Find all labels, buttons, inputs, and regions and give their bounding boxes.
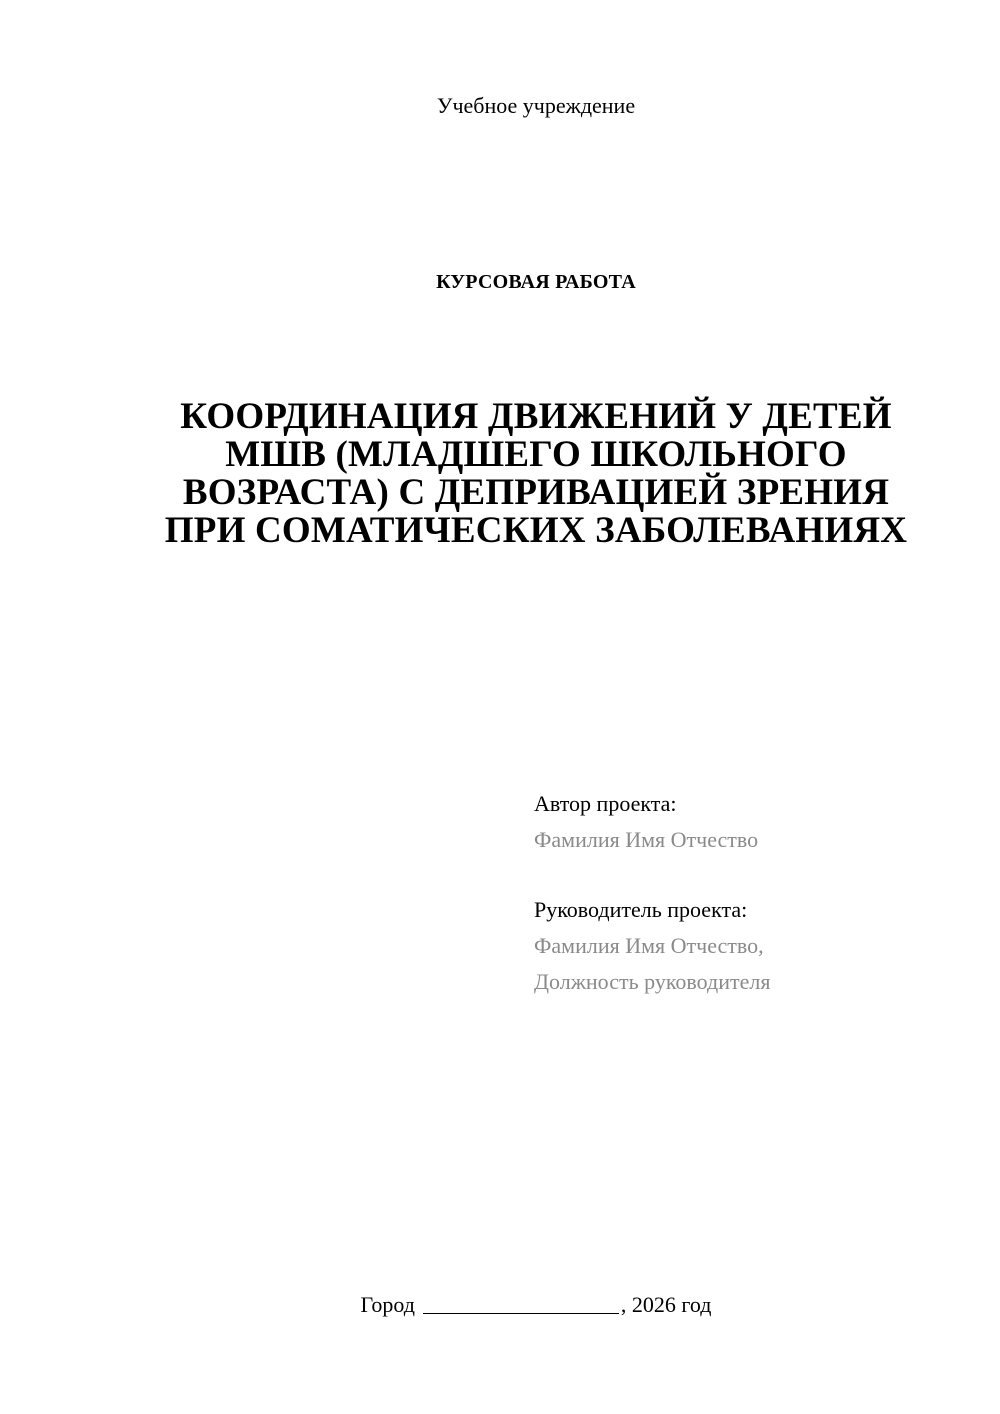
author-label: Автор проекта: <box>534 791 677 816</box>
supervisor-position: Должность руководителя <box>534 969 771 994</box>
title-line: КООРДИНАЦИЯ ДВИЖЕНИЙ У ДЕТЕЙ <box>180 396 892 437</box>
work-type-heading: КУРСОВАЯ РАБОТА <box>436 271 636 293</box>
author-name: Фамилия Имя Отчество <box>534 827 759 852</box>
supervisor-name: Фамилия Имя Отчество, <box>534 933 764 958</box>
title-line: ВОЗРАСТА) С ДЕПРИВАЦИЕЙ ЗРЕНИЯ <box>182 472 890 513</box>
supervisor-block <box>534 892 770 1000</box>
city-label: Город <box>360 1292 415 1317</box>
author-block <box>534 786 758 858</box>
title-line: МШВ (МЛАДШЕГО ШКОЛЬНОГО <box>225 434 847 475</box>
supervisor-label: Руководитель проекта: <box>534 897 748 922</box>
document-title <box>120 398 952 550</box>
institution-name: Учебное учреждение <box>436 93 636 118</box>
year-label: , 2026 год <box>620 1292 712 1317</box>
city-blank-line <box>423 1293 619 1314</box>
title-line: ПРИ СОМАТИЧЕСКИХ ЗАБОЛЕВАНИЯХ <box>164 510 908 551</box>
city-year-line <box>0 1290 1000 1320</box>
